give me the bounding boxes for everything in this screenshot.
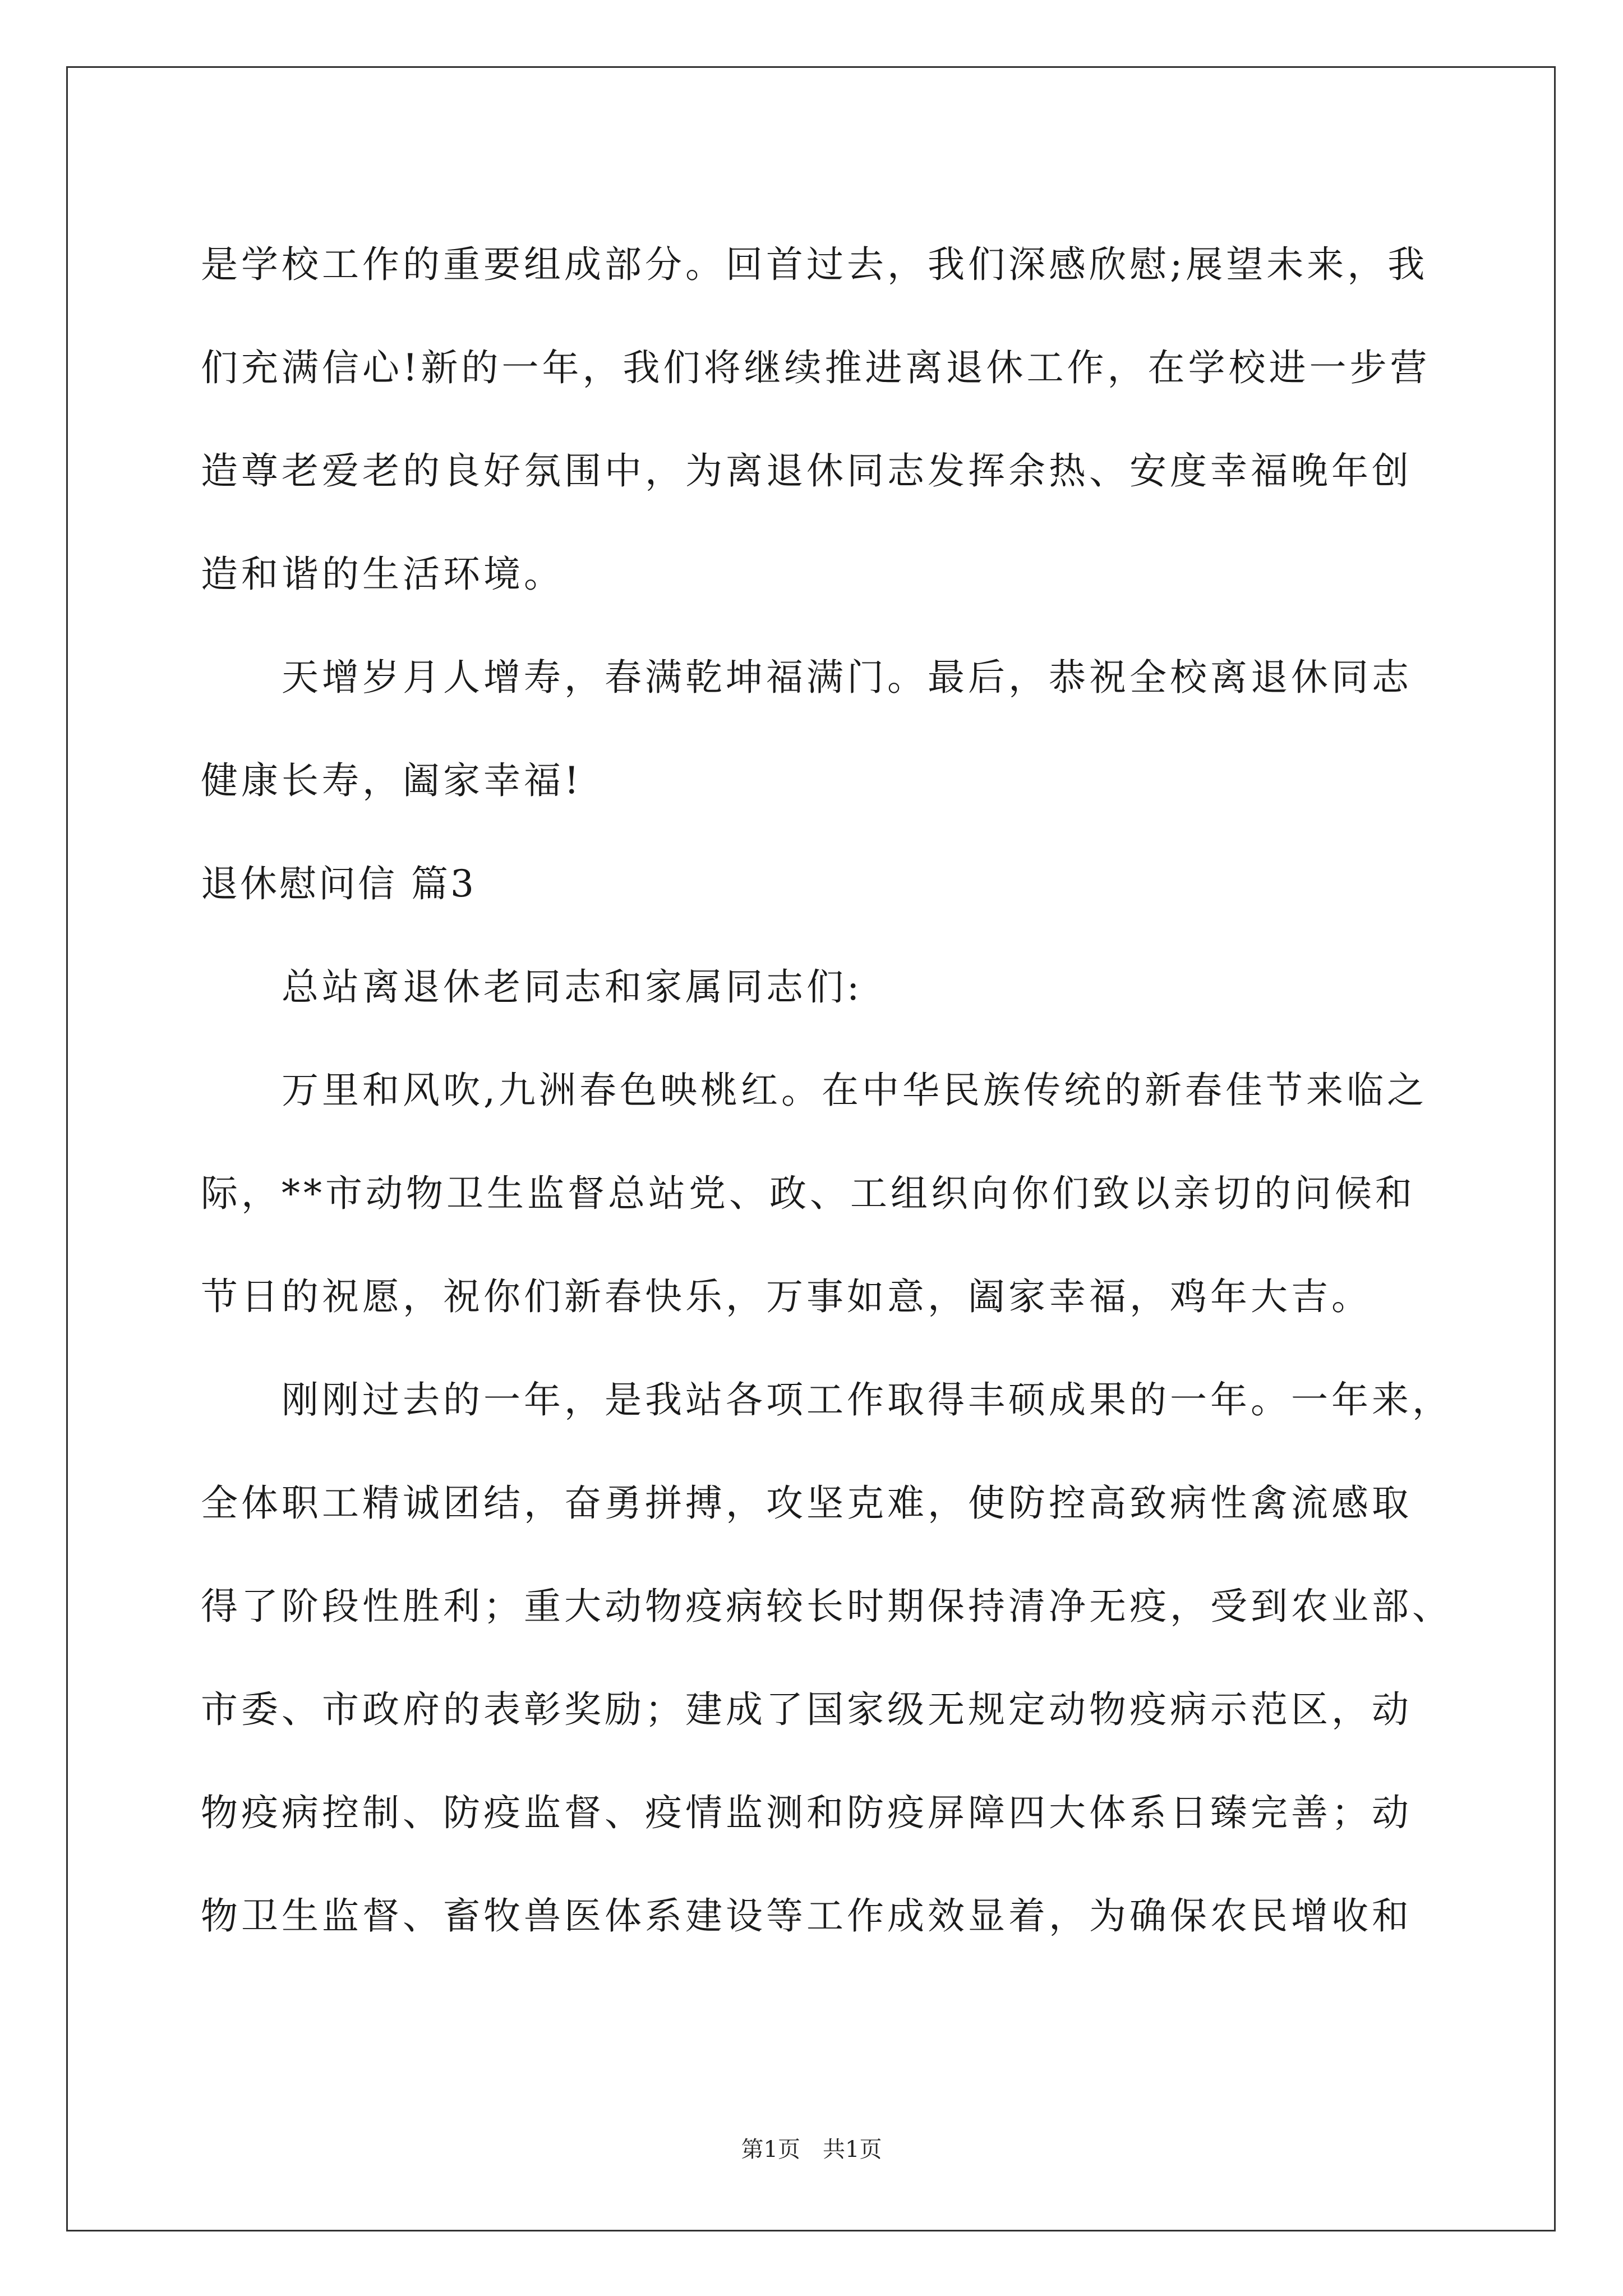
body-line: 造尊老爱老的良好氛围中，为离退休同志发挥余热、安度幸福晚年创 bbox=[201, 449, 1412, 493]
body-line: 是学校工作的重要组成部分。回首过去，我们深感欣慰;展望未来，我 bbox=[201, 243, 1428, 286]
body-line: 际，**市动物卫生监督总站党、政、工组织向你们致以亲切的问候和 bbox=[201, 1172, 1415, 1215]
paragraph-first-line: 万里和风吹,九洲春色映桃红。在中华民族传统的新春佳节来临之 bbox=[282, 1069, 1427, 1112]
section-title: 退休慰问信 篇3 bbox=[201, 862, 476, 905]
body-line: 得了阶段性胜利；重大动物疫病较长时期保持清净无疫，受到农业部、 bbox=[201, 1585, 1453, 1628]
paragraph-first-line: 天增岁月人增寿，春满乾坤福满门。最后，恭祝全校离退休同志 bbox=[282, 656, 1412, 699]
body-line: 全体职工精诚团结，奋勇拼搏，攻坚克难，使防控高致病性禽流感取 bbox=[201, 1481, 1412, 1525]
body-line: 造和谐的生活环境。 bbox=[201, 553, 564, 596]
body-line: 市委、市政府的表彰奖励；建成了国家级无规定动物疫病示范区，动 bbox=[201, 1688, 1412, 1731]
body-line: 健康长寿，阖家幸福! bbox=[201, 759, 583, 802]
paragraph-first-line: 刚刚过去的一年，是我站各项工作取得丰硕成果的一年。一年来， bbox=[282, 1378, 1453, 1421]
document-body bbox=[201, 213, 1453, 1968]
body-line: 物卫生监督、畜牧兽医体系建设等工作成效显着，为确保农民增收和 bbox=[201, 1894, 1412, 1938]
body-line: 物疫病控制、防疫监督、疫情监测和防疫屏障四大体系日臻完善；动 bbox=[201, 1791, 1412, 1834]
body-line: 们充满信心!新的一年，我们将继续推进离退休工作，在学校进一步营 bbox=[201, 346, 1431, 389]
salutation: 总站离退休老同志和家属同志们: bbox=[282, 965, 863, 1009]
body-line: 节日的祝愿，祝你们新春快乐，万事如意，阖家幸福，鸡年大吉。 bbox=[201, 1275, 1372, 1318]
page-footer: 第1页 共1页 bbox=[741, 2137, 882, 2162]
